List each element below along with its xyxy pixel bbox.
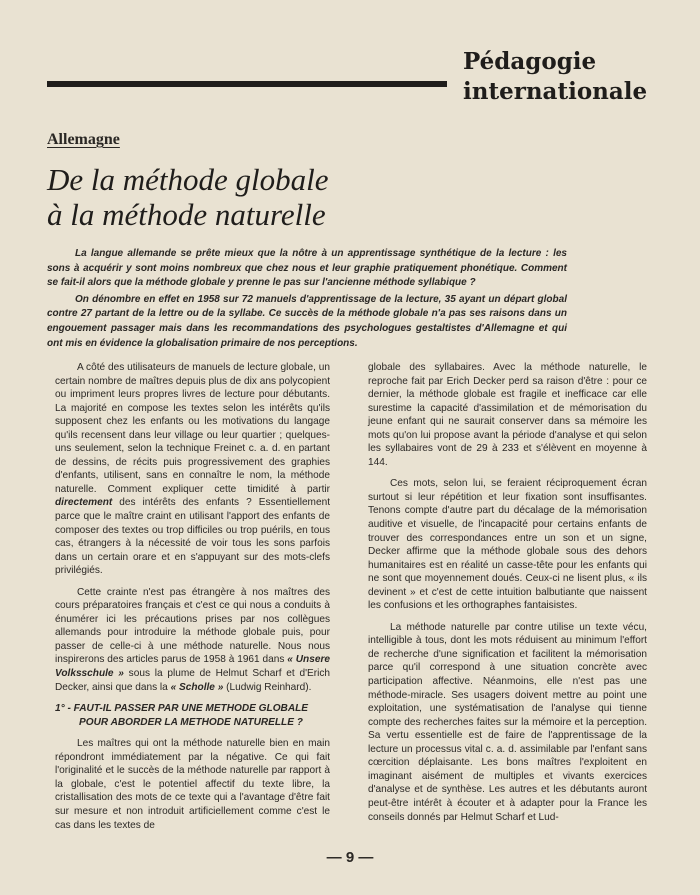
subsection-heading — [55, 702, 330, 729]
article-headline — [47, 162, 567, 232]
article-lead — [47, 247, 567, 351]
headline-line1: De la méthode globale — [47, 162, 329, 197]
lead-paragraph-2: On dénombre en effet en 1958 sur 72 manuels d'apprentissage de la lecture, 35 ayant un départ global contre 27 partant de la lettre ou de la syllabe. Ce succès de la méthode globale n'a pas ses raisons dans un engouement passager mais dans les recommandations des psychologues gestaltistes d'Allemagne et qui ont mis en évidence la globalisation primaire de nos perceptions. — [47, 293, 567, 349]
country-label: Allemagne — [47, 131, 120, 148]
journal-title-volksschule: « Unsere Volksschule » — [55, 654, 330, 680]
heading-line2: POUR ABORDER LA METHODE NATURELLE ? — [79, 716, 303, 728]
section-title — [463, 47, 683, 107]
left-paragraph-1 — [55, 361, 330, 578]
headline-line2: à la méthode naturelle — [47, 197, 326, 232]
header-rule — [47, 81, 447, 87]
text-run: des intérêts des enfants ? Essentiellement parce que le maître craint en utilisant l'apport des enfants de composer des textes ou trop difficiles ou trop puérils, en tous cas, étrangers à la nécessité de voir tous les sons parfois dans un certain orare et en s'appuyant sur des mots-clefs privilégiés. — [55, 497, 330, 577]
section-title-line1: Pédagogie — [463, 48, 597, 75]
heading-line1: 1° - FAUT-IL PASSER PAR UNE METHODE GLOBALE — [55, 703, 309, 715]
text-run: (Ludwig Reinhard). — [223, 681, 312, 693]
right-column — [368, 361, 647, 824]
left-paragraph-3: Les maîtres qui ont la méthode naturelle bien en main répondront immédiatement par la négative. Ce qui fait l'originalité et le succès de la méthode naturelle par rapport à la globale, c'est le potentiel affectif du texte libre, la cristallisation des mots de ce texte qui a l'avantage d'être fait sur mesure et non introduit artificiellement comme c'est le cas dans les textes de — [55, 738, 330, 831]
text-run: sous la plume de Helmut Scharf et d'Erich Decker, ainsi que dans la — [55, 668, 331, 693]
text-run: A côté des utilisateurs de manuels de lecture globale, un certain nombre de maîtres depuis plus de dix ans polycopient ou impriment leurs propres livres de lecture pour débutants. La majorité en compose les textes selon les intérêts qu'ils supposent chez les enfants ou les motivations du langage qu'ils recensent dans leur village ou leur quartier ; quelques-uns seulement, selon la technique Freinet c. a. d. en partant de dessins, de récits puis progressivement des graphies d'enfants, utilisent, sans en connaître le nom, la méthode naturelle. Comment expliquer cette timidité à partir — [55, 362, 330, 495]
section-title-line2: internationale — [463, 78, 648, 105]
lead-paragraph-1: La langue allemande se prête mieux que la nôtre à un apprentissage synthétique de la lecture : les sons à acquérir y sont moins nombreux que chez nous et leur graphie pratiquement phonétique. Comment se fait-il alors que la méthode globale y prenne le pas sur l'ancienne méthode syllabique ? — [47, 248, 567, 289]
left-paragraph-2 — [55, 586, 330, 694]
left-column — [55, 361, 330, 832]
emphasis-directement: directement — [55, 497, 113, 509]
right-paragraph-1: globale des syllabaires. Avec la méthode naturelle, le reproche fait par Erich Decker perd sa raison d'être : pour ce dernier, la méthode globale est fragile et inefficace car elle surestime la capacité d'assimilation et de mémorisation du jeune enfant qui ne saurait conserver dans sa mémoire les mots qu'on lui propose avant la période d'analyse et qui selon les syllabaires vont de 29 à 233 et s'élèvent en moyenne à 144. — [368, 362, 647, 468]
right-paragraph-3: La méthode naturelle par contre utilise un texte vécu, intelligible à tous, dont les mots réduisent au minimum l'effort de recherche d'une signification et facilitent la mémorisation parce qu'il correspond à une situation concrète avec participation affective. Néanmoins, elle n'est pas une méthode-miracle. Ses usagers doivent mettre au point une exploitation, une systématisation de l'analyse qui tienne compte des recherches faites sur la mémoire et la perception. Sa vertu essentielle est de faire de l'apprentissage de la lecture un processus vital c. a. d. assimilable par l'enfant sans cœrcition déplaisante. Les bons maîtres l'exploitent en imaginant aisément de multiples et vivants exercices d'analyse et de synthèse. Les autres et les débutants auront peut-être intérêt à écouter et à adapter pour la France les conseils donnés par Helmut Scharf et Lud- — [368, 621, 647, 823]
text-run: Cette crainte n'est pas étrangère à nos maîtres des cours préparatoires français et c'est ce qui nous a conduits à énumérer ici les précautions prises par nos collègues allemands pour introduire la méthode globale puis, pour passer de celle-ci à une méthode naturelle. Nous nous inspirerons des articles parus de 1958 à 1961 dans — [55, 586, 330, 666]
journal-title-scholle: « Scholle » — [170, 681, 224, 693]
page-number: — 9 — — [326, 849, 374, 866]
right-paragraph-2: Ces mots, selon lui, se feraient réciproquement écran surtout si leur répétition et leur fixation sont insuffisantes. Tenons compte d'autre part du décalage de la mémorisation auditive et visuelle, de l'incapacité pour certains enfants de trouver des correspondances entre un son et un signe, Decker affirme que la méthode globale sous des dehors humanitaires est en réalité un casse-tête pour les enfants qui ne sont que moyennement doués. Ceux-ci ne lisent plus, « ils devinent » et c'est de cette intuition balbutiante que naissent les confusions et les orthographes fantaisistes. — [368, 478, 647, 612]
